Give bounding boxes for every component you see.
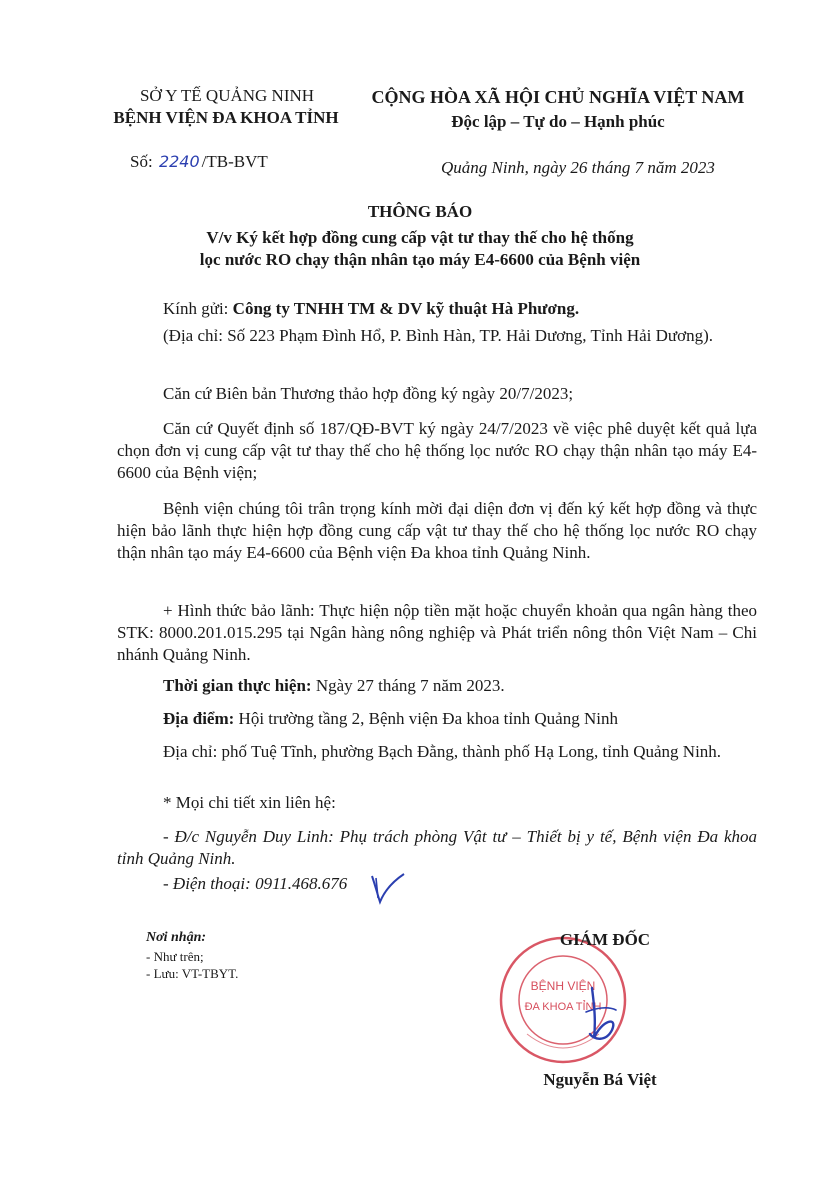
handwritten-signature — [572, 980, 632, 1050]
basis-1: Căn cứ Biên bản Thương thảo hợp đồng ký ngày 20/7/2023; — [163, 384, 574, 403]
guarantee-paragraph: + Hình thức bảo lãnh: Thực hiện nộp tiền mặt hoặc chuyển khoản qua ngân hàng theo STK: 8000.201.015.295 tại Ngân hàng nông nghiệp và Phát triển nông thôn Việt Nam – Chi nhánh Quảng Ninh. — [117, 601, 757, 664]
document-title: THÔNG BÁO — [367, 202, 473, 221]
basis-2: Căn cứ Quyết định số 187/QĐ-BVT ký ngày 24/7/2023 về việc phê duyệt kết quả lựa chọn đơn vị cung cấp vật tư thay thế cho hệ thống lọc nước RO chạy thận nhân tạo máy E4-6600 của Bệnh viện; — [117, 419, 757, 482]
recipient-name: Công ty TNHH TM & DV kỹ thuật Hà Phương. — [232, 299, 580, 318]
document-date: Quảng Ninh, ngày 26 tháng 7 năm 2023 — [441, 158, 715, 177]
stamp-text-1: BỆNH VIỆN — [530, 979, 596, 993]
org-line-2: BỆNH VIỆN ĐA KHOA TỈNH — [113, 108, 339, 127]
org-line-1: SỞ Y TẾ QUẢNG NINH — [139, 86, 315, 105]
contact-phone: - Điện thoại: 0911.468.676 — [163, 874, 348, 893]
place-label: Địa điểm: — [163, 709, 235, 728]
stamp-text-2: ĐA KHOA TỈNH — [524, 1001, 602, 1013]
signer-name: Nguyễn Bá Việt — [543, 1070, 657, 1089]
recipients-label: Nơi nhận: — [146, 930, 207, 945]
nation-motto: Độc lập – Tự do – Hạnh phúc — [451, 112, 665, 131]
recipient-item-1: - Như trên; — [146, 949, 204, 964]
recipient-prefix: Kính gửi: — [163, 299, 233, 318]
place-line — [117, 708, 757, 730]
time-value: Ngày 27 tháng 7 năm 2023. — [311, 676, 505, 695]
recipient-address: (Địa chỉ: Số 223 Phạm Đình Hổ, P. Bình Hàn, TP. Hải Dương, Tỉnh Hải Dương). — [163, 326, 714, 345]
number-prefix: Số: — [130, 152, 153, 171]
signer-position: GIÁM ĐỐC — [559, 930, 651, 949]
place-value: Hội trường tầng 2, Bệnh viện Đa khoa tỉnh Quảng Ninh — [234, 709, 618, 728]
handwritten-initial — [366, 868, 410, 908]
number-handwritten: 2240 — [158, 152, 200, 171]
time-label: Thời gian thực hiện: — [163, 676, 312, 695]
subject-line-1: V/v Ký kết hợp đồng cung cấp vật tư thay thế cho hệ thống — [206, 228, 634, 247]
subject-line-2: lọc nước RO chạy thận nhân tạo máy E4-6600 của Bệnh viện — [199, 250, 641, 269]
invitation-paragraph: Bệnh viện chúng tôi trân trọng kính mời đại diện đơn vị đến ký kết hợp đồng và thực hiện bảo lãnh thực hiện hợp đồng cung cấp vật tư thay thế cho hệ thống lọc nước RO chạy thận nhân tạo máy E4-6600 của Bệnh viện Đa khoa tỉnh Quảng Ninh. — [117, 499, 757, 562]
recipient-line — [117, 298, 757, 320]
contact-intro: * Mọi chi tiết xin liên hệ: — [163, 793, 336, 812]
time-line — [117, 675, 757, 697]
place-address: Địa chỉ: phố Tuệ Tĩnh, phường Bạch Đằng, thành phố Hạ Long, tỉnh Quảng Ninh. — [163, 742, 722, 761]
recipient-item-2: - Lưu: VT-TBYT. — [146, 966, 239, 981]
contact-person: - Đ/c Nguyễn Duy Linh: Phụ trách phòng Vật tư – Thiết bị y tế, Bệnh viện Đa khoa tỉnh Quảng Ninh. — [117, 827, 757, 868]
number-suffix: /TB-BVT — [201, 152, 268, 171]
document-number — [130, 152, 268, 172]
nation-line-1: CỘNG HÒA XÃ HỘI CHỦ NGHĨA VIỆT NAM — [371, 87, 745, 107]
